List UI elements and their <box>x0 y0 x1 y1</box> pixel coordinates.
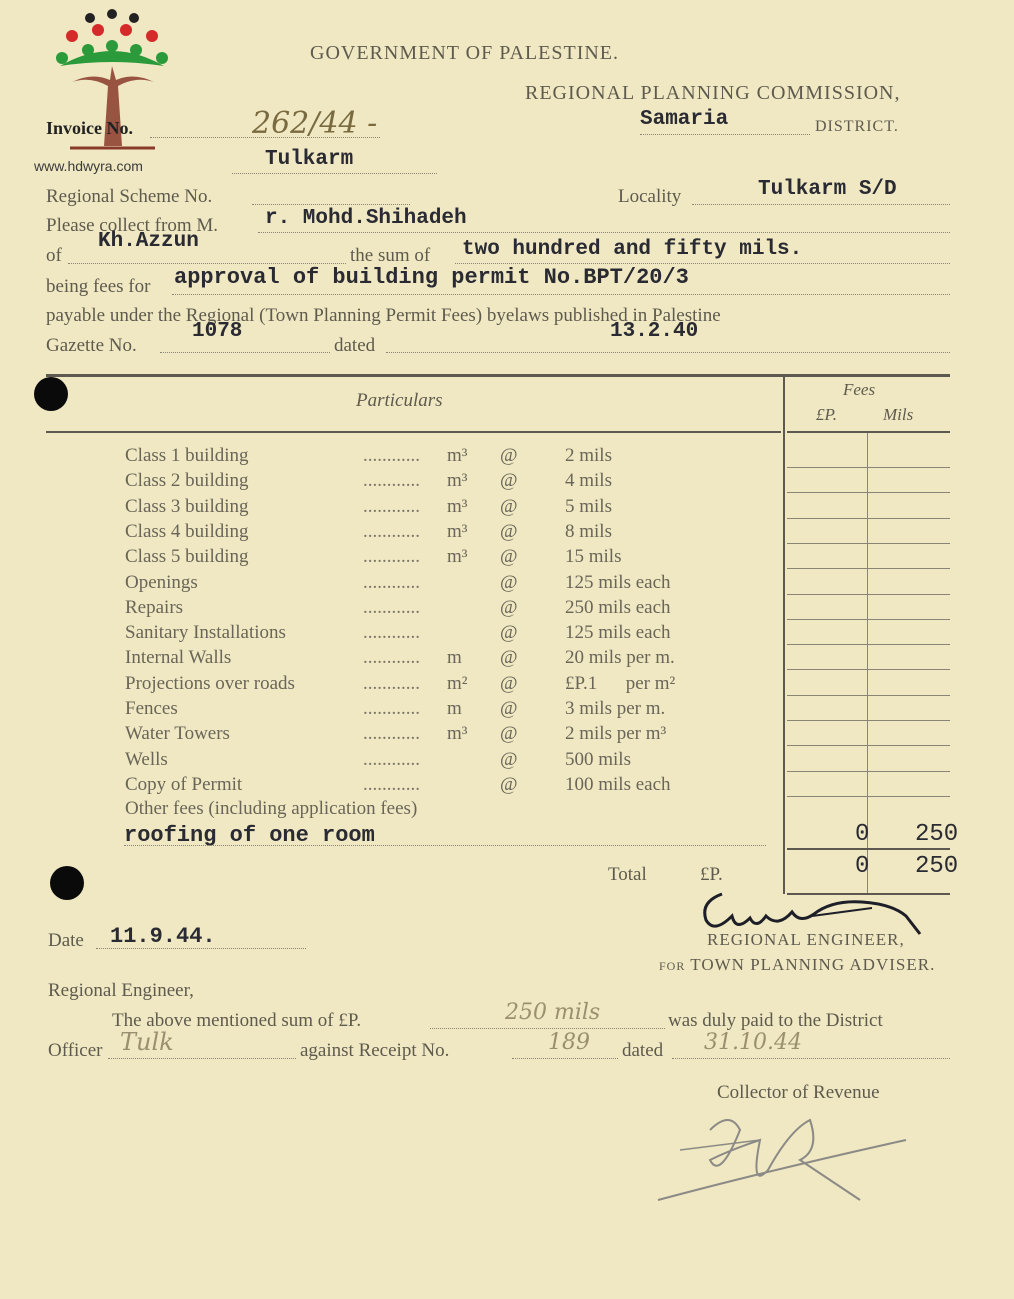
gazette-label: Gazette No. <box>46 335 137 356</box>
district-value: Samaria <box>640 108 729 131</box>
district-label: DISTRICT. <box>815 118 899 135</box>
at-symbol: @ <box>500 520 518 542</box>
lp-header: £P. <box>816 405 837 424</box>
collect-name: r. Mohd.Shihadeh <box>265 207 467 230</box>
particular-rate: 250 mils each <box>565 596 671 618</box>
particular-unit: m³ <box>447 723 468 745</box>
fee-cell-rule <box>787 492 950 493</box>
at-symbol: @ <box>500 723 518 745</box>
quantity-blank: ............ <box>363 672 420 694</box>
fee-cell-rule <box>787 518 950 519</box>
invoice-label: Invoice No. <box>46 118 133 138</box>
punch-hole <box>50 866 84 900</box>
locality-label: Locality <box>618 186 682 207</box>
at-symbol: @ <box>500 445 518 466</box>
quantity-blank: ............ <box>363 723 420 745</box>
particular-rate: 125 mils each <box>565 622 671 644</box>
quantity-blank: ............ <box>363 495 420 517</box>
particular-unit: m <box>447 647 462 669</box>
quantity-blank: ............ <box>363 445 420 466</box>
particular-unit: m³ <box>447 495 468 517</box>
commission-title: REGIONAL PLANNING COMMISSION, <box>525 82 901 104</box>
quantity-blank: ............ <box>363 546 420 568</box>
officer-label: Officer <box>48 1040 103 1061</box>
particular-rate: 20 mils per m. <box>565 647 675 669</box>
particular-unit: m³ <box>447 445 468 466</box>
fee-cell-rule <box>787 594 950 595</box>
total-mils: 250 <box>915 853 959 880</box>
particular-item: Class 4 building <box>125 520 249 542</box>
particular-item: Openings <box>125 571 198 593</box>
particular-item: Copy of Permit <box>125 773 243 795</box>
officer-value: Tulk <box>120 1028 174 1056</box>
receipt-dated-label: dated <box>622 1040 664 1061</box>
quantity-blank: ............ <box>363 647 420 669</box>
total-label: Total <box>608 864 647 885</box>
of-label: of <box>46 245 62 266</box>
particular-rate: 15 mils <box>565 546 622 568</box>
payable-text: payable under the Regional (Town Planning Permit Fees) byelaws published in Palestine <box>46 305 721 326</box>
at-symbol: @ <box>500 571 518 593</box>
quantity-blank: ............ <box>363 470 420 492</box>
particular-unit: m³ <box>447 470 468 492</box>
watermark-url: www.hdwyra.com <box>34 158 143 174</box>
fee-cell-rule <box>787 695 950 696</box>
particular-item: Water Towers <box>125 723 230 745</box>
quantity-blank: ............ <box>363 622 420 644</box>
locality-value: Tulkarm S/D <box>758 178 897 201</box>
other-fees-value: roofing of one room <box>124 823 375 848</box>
date-value: 11.9.44. <box>110 924 216 949</box>
dated-value: 13.2.40 <box>610 320 699 343</box>
paid-amount: 250 mils <box>505 1000 601 1025</box>
receipt-number: 189 <box>548 1030 590 1055</box>
at-symbol: @ <box>500 773 518 795</box>
fee-cell-rule <box>787 771 950 772</box>
adviser-title: for TOWN PLANNING ADVISER. <box>659 955 936 974</box>
fee-cell-rule <box>787 669 950 670</box>
particulars-header: Particulars <box>356 390 443 411</box>
particular-item: Fences <box>125 698 178 719</box>
mils-header: Mils <box>883 405 914 424</box>
fee-cell-rule <box>787 644 950 645</box>
particular-rate: 500 mils <box>565 748 631 770</box>
fee-cell-rule <box>787 568 950 569</box>
at-symbol: @ <box>500 622 518 644</box>
receipt-label: against Receipt No. <box>300 1040 450 1061</box>
fees-column-divider <box>783 374 785 894</box>
quantity-blank: ............ <box>363 773 420 795</box>
particular-rate: £P.1 per m² <box>565 672 676 694</box>
at-symbol: @ <box>500 647 518 669</box>
total-lp: 0 <box>855 853 870 880</box>
quantity-blank: ............ <box>363 596 420 618</box>
at-symbol: @ <box>500 596 518 618</box>
at-symbol: @ <box>500 748 518 770</box>
fees-for-label: being fees for <box>46 276 151 297</box>
invoice-number: 262/44 - <box>252 106 378 141</box>
particular-rate: 4 mils <box>565 470 612 492</box>
particular-unit: m² <box>447 672 468 694</box>
particular-rate: 5 mils <box>565 495 612 517</box>
quantity-blank: ............ <box>363 520 420 542</box>
government-title: GOVERNMENT OF PALESTINE. <box>310 42 620 64</box>
particular-rate: 2 mils per m³ <box>565 723 667 745</box>
particulars-header-rule <box>46 431 781 433</box>
fee-cell-rule <box>787 543 950 544</box>
particular-item: Class 1 building <box>125 445 249 466</box>
particular-item: Repairs <box>125 596 184 618</box>
fees-header: Fees <box>843 380 876 399</box>
particular-item: Class 5 building <box>125 546 249 568</box>
fees-for-value: approval of building permit No.BPT/20/3 <box>174 265 689 290</box>
gazette-value: 1078 <box>192 320 243 343</box>
particular-item: Class 3 building <box>125 495 249 517</box>
other-fees-lp: 0 <box>855 821 870 848</box>
sum-label: the sum of <box>350 245 431 266</box>
particular-unit: m <box>447 698 462 719</box>
fee-cell-rule <box>787 745 950 746</box>
total-currency: £P. <box>700 864 723 885</box>
particular-unit: m³ <box>447 546 468 568</box>
of-value: Kh.Azzun <box>98 230 199 253</box>
at-symbol: @ <box>500 495 518 517</box>
particular-unit: m³ <box>447 520 468 542</box>
at-symbol: @ <box>500 698 518 719</box>
particular-item: Class 2 building <box>125 470 249 492</box>
at-symbol: @ <box>500 470 518 492</box>
at-symbol: @ <box>500 546 518 568</box>
quantity-blank: ............ <box>363 748 420 770</box>
date-label: Date <box>48 930 84 951</box>
other-fees-label: Other fees (including application fees) <box>125 798 418 819</box>
punch-hole <box>34 377 68 411</box>
particular-rate: 2 mils <box>565 445 612 466</box>
fee-cell-rule <box>787 619 950 620</box>
quantity-blank: ............ <box>363 698 420 719</box>
engineer-title: REGIONAL ENGINEER, <box>707 930 905 949</box>
dated-label: dated <box>334 335 376 356</box>
addressee: Regional Engineer, <box>48 980 194 1001</box>
district-officer-value: Tulkarm <box>265 148 354 171</box>
table-top-rule <box>46 374 950 377</box>
sum-value: two hundred and fifty mils. <box>462 238 803 261</box>
receipt-dated-value: 31.10.44 <box>704 1030 802 1055</box>
paid-text-2: was duly paid to the District <box>668 1010 883 1031</box>
particular-item: Projections over roads <box>125 672 295 694</box>
particular-rate: 100 mils each <box>565 773 671 795</box>
particular-item: Internal Walls <box>125 647 232 669</box>
particular-rate: 8 mils <box>565 520 612 542</box>
collector-signature-icon <box>650 1100 910 1210</box>
fee-cell-rule <box>787 796 950 797</box>
collect-label: Please collect from M. <box>46 215 219 236</box>
particular-item: Sanitary Installations <box>125 622 286 644</box>
at-symbol: @ <box>500 672 518 694</box>
particular-rate: 3 mils per m. <box>565 698 666 719</box>
quantity-blank: ............ <box>363 571 420 593</box>
other-fees-mils: 250 <box>915 821 959 848</box>
particular-item: Wells <box>125 748 168 770</box>
fee-cell-rule <box>787 467 950 468</box>
particular-rate: 125 mils each <box>565 571 671 593</box>
collector-title: Collector of Revenue <box>717 1082 880 1103</box>
scheme-label: Regional Scheme No. <box>46 186 213 207</box>
paid-text-1: The above mentioned sum of £P. <box>112 1010 362 1031</box>
fee-cell-rule <box>787 720 950 721</box>
